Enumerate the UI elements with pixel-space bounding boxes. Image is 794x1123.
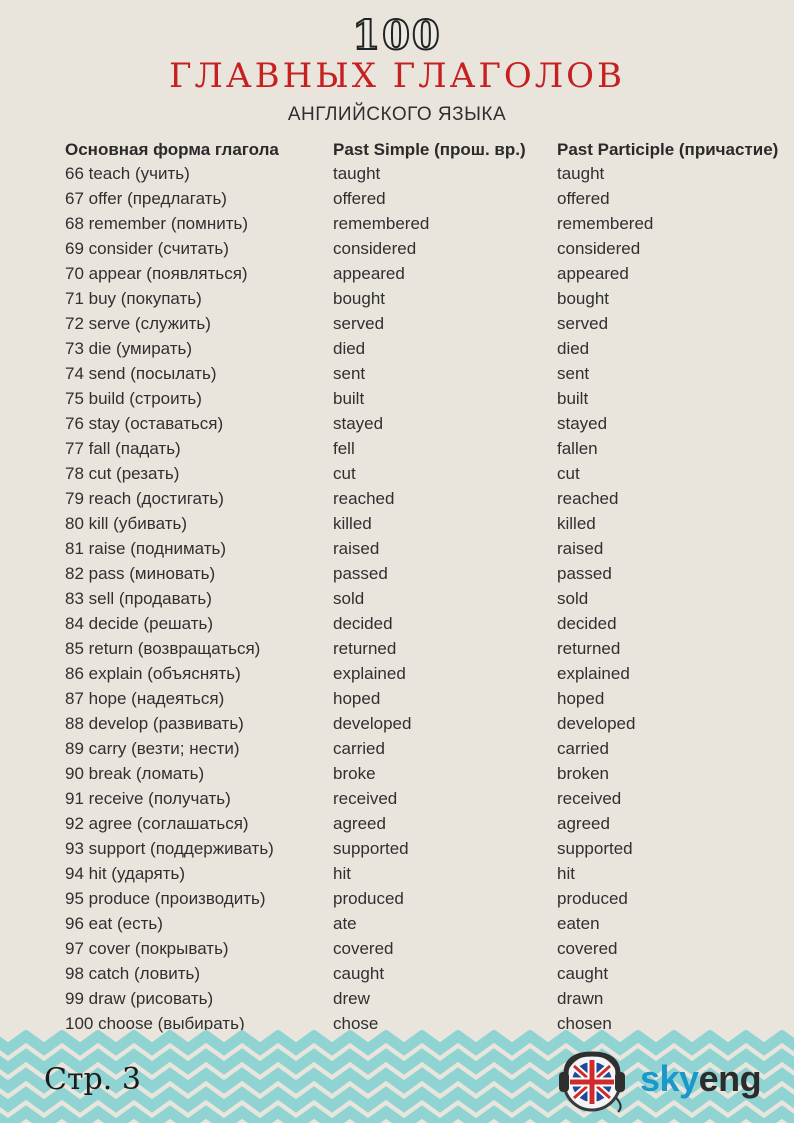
cell-past-simple: decided (333, 614, 393, 633)
cell-past-simple: offered (333, 189, 386, 208)
cell-past-simple: received (333, 789, 398, 808)
cell-base-form: 84 decide (решать) (65, 614, 214, 633)
header-past-simple: Past Simple (прош. вр.) (333, 140, 526, 159)
cell-base-form: 77 fall (падать) (65, 439, 181, 458)
cell-past-participle: caught (557, 964, 609, 983)
table-row (0, 763, 794, 788)
cell-past-participle: considered (557, 239, 641, 258)
cell-base-form: 81 raise (поднимать) (65, 539, 227, 558)
cell-past-participle: died (557, 339, 590, 358)
cell-past-simple: taught (333, 164, 381, 183)
table-row (0, 688, 794, 713)
cell-past-participle: offered (557, 189, 610, 208)
table-row (0, 863, 794, 888)
cell-base-form: 97 cover (покрывать) (65, 939, 229, 958)
cell-base-form: 74 send (посылать) (65, 364, 217, 383)
cell-past-participle: drawn (557, 989, 604, 1008)
cell-base-form: 87 hope (надеяться) (65, 689, 225, 708)
cell-past-simple: hoped (333, 689, 381, 708)
cell-past-simple: returned (333, 639, 397, 658)
cell-base-form: 66 teach (учить) (65, 164, 190, 183)
cell-base-form: 95 produce (производить) (65, 889, 266, 908)
cell-base-form: 86 explain (объяснять) (65, 664, 241, 683)
cell-past-simple: caught (333, 964, 385, 983)
cell-past-participle: raised (557, 539, 604, 558)
skyeng-logo-text (640, 1058, 761, 1100)
cell-past-simple: remembered (333, 214, 430, 233)
table-row (0, 813, 794, 838)
title-subtitle: АНГЛИЙСКОГО ЯЗЫКА (287, 104, 507, 125)
header-past-participle: Past Participle (причастие) (557, 140, 779, 159)
table-row (0, 238, 794, 263)
cell-past-participle: explained (557, 664, 630, 683)
cell-past-participle: hit (557, 864, 575, 883)
cell-past-participle: sent (557, 364, 590, 383)
cell-past-participle: served (557, 314, 609, 333)
cell-base-form: 83 sell (продавать) (65, 589, 212, 608)
cell-past-simple: agreed (333, 814, 386, 833)
cell-base-form: 69 consider (считать) (65, 239, 229, 258)
cell-base-form: 71 buy (покупать) (65, 289, 202, 308)
table-row (0, 413, 794, 438)
cell-past-simple: served (333, 314, 385, 333)
table-row (0, 288, 794, 313)
cell-past-simple: chose (333, 1014, 379, 1033)
cell-base-form: 75 build (строить) (65, 389, 202, 408)
cell-base-form: 82 pass (миновать) (65, 564, 216, 583)
table-row (0, 513, 794, 538)
title-main: ГЛАВНЫХ ГЛАГОЛОВ (169, 56, 625, 96)
cell-past-simple: appeared (333, 264, 405, 283)
table-row (0, 713, 794, 738)
cell-past-simple: sold (333, 589, 365, 608)
cell-past-participle: returned (557, 639, 621, 658)
cell-past-participle: passed (557, 564, 612, 583)
title-number: 100 (352, 12, 442, 59)
cell-past-simple: reached (333, 489, 395, 508)
cell-base-form: 68 remember (помнить) (65, 214, 249, 233)
chevron-stripe (0, 1112, 794, 1123)
table-row (0, 588, 794, 613)
cell-past-participle: developed (557, 714, 636, 733)
table-row (0, 788, 794, 813)
cell-past-simple: broke (333, 764, 376, 783)
cell-past-participle: taught (557, 164, 605, 183)
cell-past-participle: cut (557, 464, 580, 483)
table-row (0, 163, 794, 188)
logo-eng: eng (698, 1058, 762, 1099)
cell-base-form: 79 reach (достигать) (65, 489, 224, 508)
table-row (0, 988, 794, 1013)
cell-base-form: 88 develop (развивать) (65, 714, 244, 733)
cell-base-form: 67 offer (предлагать) (65, 189, 227, 208)
verb-table (0, 163, 794, 1038)
table-row (0, 963, 794, 988)
cell-past-simple: developed (333, 714, 412, 733)
cell-base-form: 99 draw (рисовать) (65, 989, 214, 1008)
cell-past-simple: fell (333, 439, 355, 458)
cell-base-form: 94 hit (ударять) (65, 864, 186, 883)
cell-past-simple: raised (333, 539, 380, 558)
logo-sky: sky (640, 1058, 699, 1099)
cell-past-simple: stayed (333, 414, 384, 433)
cell-past-participle: remembered (557, 214, 654, 233)
cell-base-form: 78 cut (резать) (65, 464, 180, 483)
cell-past-simple: carried (333, 739, 385, 758)
table-row (0, 563, 794, 588)
table-row (0, 338, 794, 363)
cell-base-form: 100 choose (выбирать) (65, 1014, 245, 1033)
header-base-form: Основная форма глагола (65, 140, 279, 159)
cell-past-simple: explained (333, 664, 406, 683)
table-row (0, 188, 794, 213)
cell-past-simple: killed (333, 514, 372, 533)
cell-past-simple: built (333, 389, 365, 408)
cell-base-form: 76 stay (оставаться) (65, 414, 224, 433)
table-row (0, 438, 794, 463)
table-row (0, 463, 794, 488)
cell-past-participle: carried (557, 739, 609, 758)
table-row (0, 313, 794, 338)
chevron-stripe (0, 1036, 794, 1049)
cell-past-simple: hit (333, 864, 351, 883)
table-row (0, 488, 794, 513)
cell-past-participle: chosen (557, 1014, 612, 1033)
cell-past-participle: agreed (557, 814, 610, 833)
cell-past-participle: built (557, 389, 589, 408)
table-row (0, 213, 794, 238)
cell-past-simple: produced (333, 889, 404, 908)
table-row (0, 838, 794, 863)
table-row (0, 363, 794, 388)
table-row (0, 538, 794, 563)
cell-past-participle: stayed (557, 414, 608, 433)
cell-past-participle: bought (557, 289, 609, 308)
cell-past-simple: supported (333, 839, 409, 858)
cell-past-simple: drew (333, 989, 370, 1008)
cell-past-participle: produced (557, 889, 628, 908)
cell-past-participle: covered (557, 939, 618, 958)
table-row (0, 613, 794, 638)
cell-past-simple: passed (333, 564, 388, 583)
table-row (0, 388, 794, 413)
table-row (0, 638, 794, 663)
cell-base-form: 85 return (возвращаться) (65, 639, 261, 658)
cell-base-form: 98 catch (ловить) (65, 964, 201, 983)
table-row (0, 888, 794, 913)
cell-past-participle: broken (557, 764, 609, 783)
cell-base-form: 73 die (умирать) (65, 339, 193, 358)
cell-past-simple: died (333, 339, 366, 358)
cell-past-simple: bought (333, 289, 385, 308)
cell-past-participle: reached (557, 489, 619, 508)
cell-past-simple: sent (333, 364, 366, 383)
cell-past-participle: fallen (557, 439, 598, 458)
cell-past-simple: cut (333, 464, 356, 483)
table-row (0, 913, 794, 938)
table-row (0, 663, 794, 688)
cell-base-form: 80 kill (убивать) (65, 514, 187, 533)
table-row (0, 738, 794, 763)
cell-base-form: 72 serve (служить) (65, 314, 211, 333)
cell-base-form: 92 agree (соглашаться) (65, 814, 249, 833)
cell-base-form: 70 appear (появляться) (65, 264, 248, 283)
cell-base-form: 96 eat (есть) (65, 914, 163, 933)
cell-past-participle: appeared (557, 264, 629, 283)
cell-past-simple: considered (333, 239, 417, 258)
page-number: Стр. 3 (44, 1062, 141, 1097)
table-row (0, 263, 794, 288)
skyeng-logo-icon (556, 1048, 628, 1114)
cell-past-participle: decided (557, 614, 617, 633)
cell-base-form: 93 support (поддерживать) (65, 839, 274, 858)
cell-past-participle: received (557, 789, 622, 808)
cell-past-participle: eaten (557, 914, 600, 933)
cell-past-participle: killed (557, 514, 596, 533)
table-row (0, 938, 794, 963)
cell-base-form: 90 break (ломать) (65, 764, 205, 783)
cell-past-simple: covered (333, 939, 394, 958)
cell-base-form: 91 receive (получать) (65, 789, 231, 808)
cell-past-simple: ate (333, 914, 357, 933)
cell-past-participle: sold (557, 589, 589, 608)
cell-past-participle: hoped (557, 689, 605, 708)
cell-base-form: 89 carry (везти; нести) (65, 739, 240, 758)
cell-past-participle: supported (557, 839, 633, 858)
